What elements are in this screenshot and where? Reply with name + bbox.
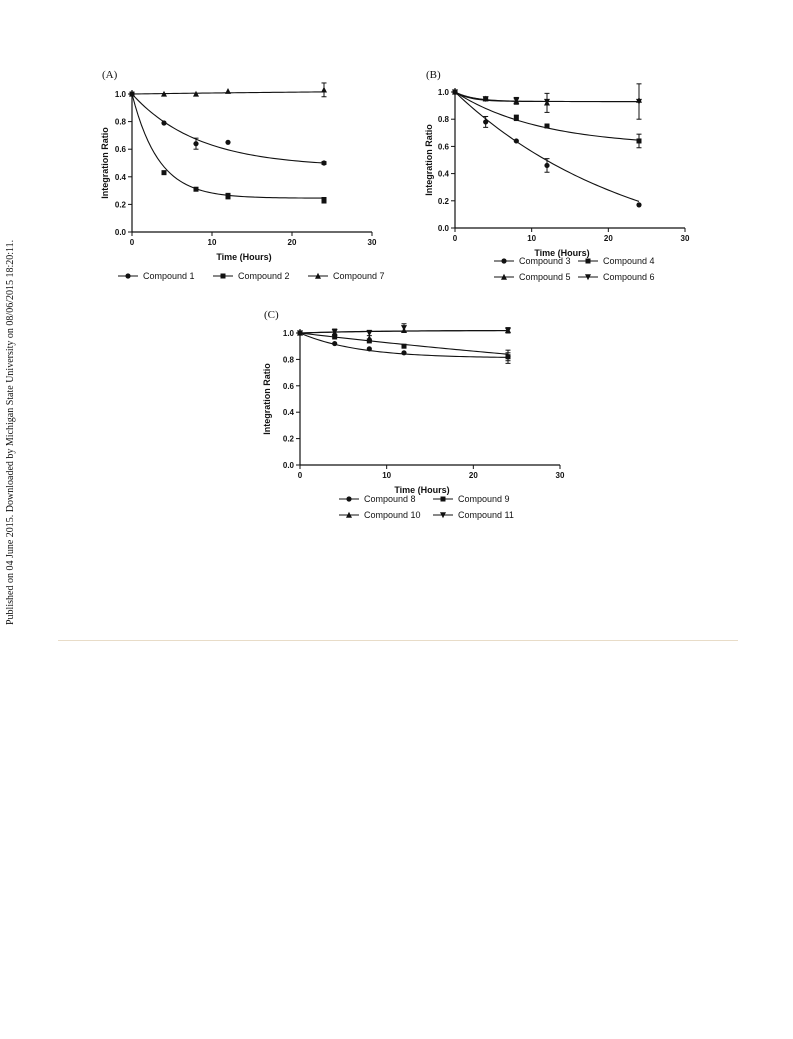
panel-label: (B) — [426, 69, 441, 81]
legend-label: Compound 5 — [519, 272, 571, 282]
y-tick-label: 0.0 — [437, 224, 449, 233]
chart-panel-c — [258, 304, 578, 504]
legend-item-compound-2 — [213, 271, 290, 281]
y-tick-label: 0.8 — [114, 117, 126, 127]
data-point — [226, 194, 231, 199]
x-axis-label: Time (Hours) — [534, 248, 590, 258]
chart-b-svg — [420, 66, 720, 266]
triangle-marker-icon — [339, 511, 359, 519]
data-point — [514, 138, 519, 143]
y-axis-label: Integration Ratio — [262, 363, 272, 435]
data-point — [402, 344, 407, 349]
legend-item-compound-11 — [433, 510, 514, 520]
circle-marker-icon — [118, 272, 138, 280]
inverted-triangle-marker-icon — [578, 273, 598, 281]
data-point — [401, 350, 406, 355]
legend-label: Compound 4 — [603, 256, 655, 266]
panel-label: (C) — [264, 309, 279, 321]
inverted-triangle-marker-icon — [433, 511, 453, 519]
data-point — [194, 187, 199, 192]
triangle-marker-icon — [494, 273, 514, 281]
y-tick-label: 0.2 — [437, 196, 449, 206]
legend-c — [339, 494, 539, 526]
y-tick-label: 0.0 — [114, 228, 126, 237]
legend-item-compound-4 — [578, 256, 655, 266]
series-compound-6 — [452, 84, 642, 119]
x-tick-label: 30 — [680, 234, 690, 243]
y-tick-label: 0.4 — [437, 169, 449, 179]
fit-curve — [132, 94, 324, 198]
y-axis-label: Integration Ratio — [424, 124, 434, 196]
data-point — [161, 120, 166, 125]
x-tick-label: 20 — [287, 238, 297, 247]
y-tick-label: 0.2 — [282, 434, 294, 444]
data-point — [332, 341, 337, 346]
x-axis-label: Time (Hours) — [216, 252, 272, 262]
square-marker-icon — [213, 272, 233, 280]
page-divider — [58, 640, 738, 641]
data-point — [636, 202, 641, 207]
circle-marker-icon — [494, 257, 514, 265]
legend-item-compound-9 — [433, 494, 510, 504]
legend-item-compound-5 — [494, 272, 571, 282]
panel-label: (A) — [102, 69, 118, 81]
y-tick-label: 0.6 — [114, 145, 126, 155]
square-marker-icon — [433, 495, 453, 503]
legend-label: Compound 10 — [364, 510, 421, 520]
x-axis-label: Time (Hours) — [394, 485, 450, 495]
series-compound-7 — [129, 83, 327, 97]
data-point — [514, 115, 519, 120]
data-point — [545, 124, 550, 129]
y-tick-label: 0.4 — [282, 408, 294, 418]
y-tick-label: 1.0 — [437, 88, 449, 97]
x-tick-label: 10 — [207, 238, 217, 247]
series-compound-11 — [297, 324, 511, 336]
legend-item-compound-7 — [308, 271, 385, 281]
legend-item-compound-10 — [339, 510, 421, 520]
y-tick-label: 1.0 — [114, 90, 126, 99]
legend-item-compound-3 — [494, 256, 571, 266]
legend-item-compound-1 — [118, 271, 195, 281]
legend-item-compound-6 — [578, 272, 655, 282]
y-tick-label: 0.8 — [282, 355, 294, 365]
legend-label: Compound 3 — [519, 256, 571, 266]
data-point — [321, 160, 326, 165]
data-point — [225, 88, 231, 94]
legend-label: Compound 1 — [143, 271, 195, 281]
data-point — [193, 141, 198, 146]
circle-marker-icon — [339, 495, 359, 503]
x-tick-label: 20 — [468, 471, 478, 480]
x-tick-label: 30 — [555, 471, 565, 480]
x-tick-label: 0 — [452, 234, 458, 243]
chart-panel-a — [96, 66, 396, 266]
legend-label: Compound 9 — [458, 494, 510, 504]
data-point — [544, 163, 549, 168]
y-tick-label: 0.8 — [437, 115, 449, 125]
x-tick-label: 30 — [367, 238, 377, 247]
series-compound-9 — [298, 331, 511, 364]
legend-item-compound-8 — [339, 494, 416, 504]
legend-a — [118, 271, 398, 285]
legend-label: Compound 7 — [333, 271, 385, 281]
legend-label: Compound 2 — [238, 271, 290, 281]
y-tick-label: 0.0 — [282, 461, 294, 470]
publication-note: Published on 04 June 2015. Downloaded by Michigan State University on 08/06/2015 18:20:11. — [5, 239, 16, 625]
x-tick-label: 10 — [382, 471, 392, 480]
data-point — [483, 119, 488, 124]
legend-b — [494, 256, 694, 288]
data-point — [225, 140, 230, 145]
legend-label: Compound 11 — [458, 510, 514, 520]
data-point — [401, 325, 407, 331]
chart-c-svg — [258, 304, 578, 504]
x-tick-label: 0 — [297, 471, 303, 480]
series-compound-2 — [130, 92, 327, 204]
data-point — [322, 198, 327, 203]
x-tick-label: 0 — [129, 238, 135, 247]
data-point — [162, 170, 167, 175]
legend-label: Compound 8 — [364, 494, 416, 504]
y-tick-label: 0.6 — [437, 142, 449, 152]
chart-a-svg — [96, 66, 396, 266]
data-point — [367, 346, 372, 351]
data-point — [506, 354, 511, 359]
fit-curve — [132, 94, 324, 163]
y-tick-label: 0.6 — [282, 381, 294, 391]
triangle-marker-icon — [308, 272, 328, 280]
data-point — [637, 138, 642, 143]
chart-panel-b — [420, 66, 720, 266]
x-tick-label: 10 — [527, 234, 537, 243]
y-tick-label: 1.0 — [282, 329, 294, 338]
series-compound-1 — [129, 91, 326, 165]
y-tick-label: 0.2 — [114, 200, 126, 210]
legend-label: Compound 6 — [603, 272, 655, 282]
x-tick-label: 20 — [603, 234, 613, 243]
y-axis-label: Integration Ratio — [100, 127, 110, 199]
square-marker-icon — [578, 257, 598, 265]
y-tick-label: 0.4 — [114, 172, 126, 182]
data-point — [321, 87, 327, 93]
